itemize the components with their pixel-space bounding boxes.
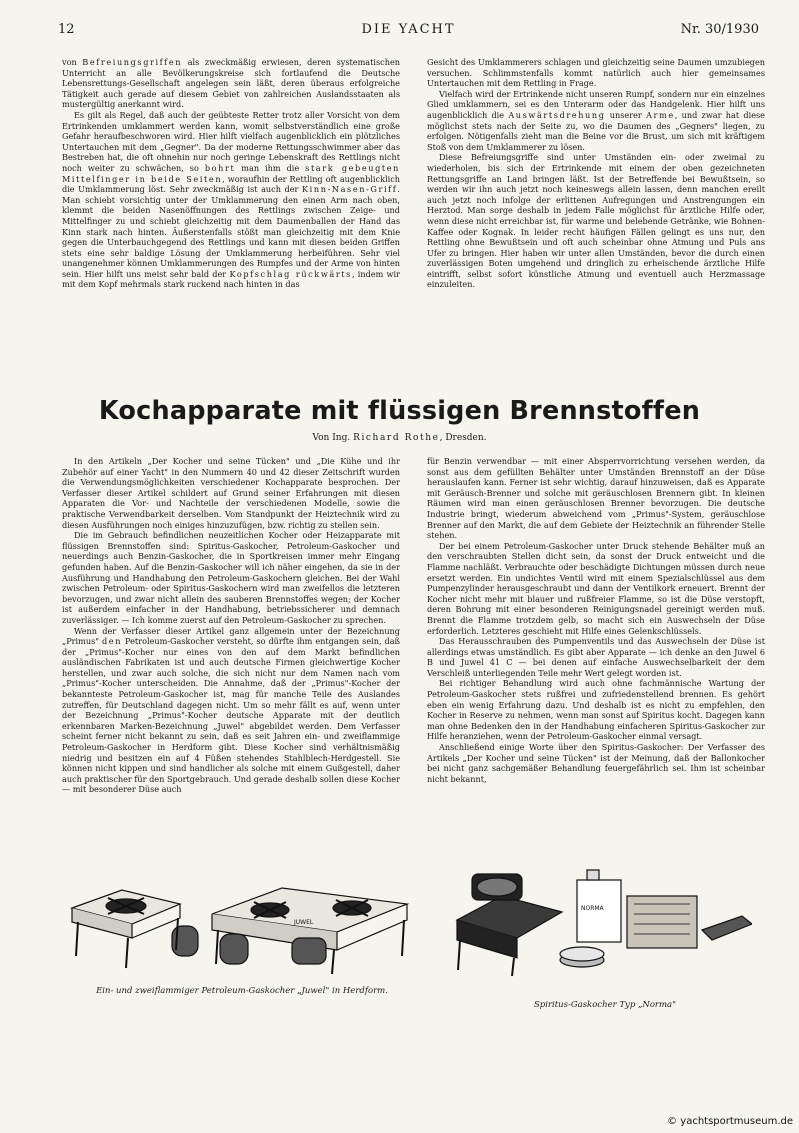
byline-author: Richard Rothe (353, 433, 440, 443)
spaced-emphasis: Befreiungsgriffen (82, 57, 183, 67)
text-run: , woraufhin der Rettling oft augenblicklich die Umklammerung löst. Sehr zweckmäßig ist auch der (62, 173, 400, 195)
spaced-emphasis: stark gebeugten Mittelfinger in beide Seiten (62, 162, 400, 184)
text-run: , und zwar hat diese möglichst stets nach der Seite zu, wo die Daumen des „Gegners" liegen, zu erfolgen. Nötigenfalls zieht man die Beine vor die Brust, um sich mit kräftigem Stoß von dem Umklammerer zu lösen. (427, 109, 765, 152)
byline-prefix: Von Ing. (312, 433, 354, 443)
text-run: als zweckmäßig erwiesen, deren systematischen Unterricht an alle Bevölkerungskreise sich fortlaufend die Deutsche Lebensrettungs-Gesellschaft angelegen sein läßt, deren überaus erfolgreiche Tätigkeit auch gerade auf diesem Gebiet von zahlreichen Auslandsstaaten als mustergültig anerkannt wird. (62, 57, 400, 110)
masthead: DIE YACHT (361, 22, 456, 37)
spaced-emphasis: Arme (646, 109, 675, 120)
text-run: Anschließend einige Worte über den Spiritus-Gaskocher: Der Verfasser des Artikels „Der Kocher und seine Tücken" ist der Meinung, daß der Ballonkocher bei nicht ganz sachgemäßer Behandlung feuergefährlich sei. Ihm ist scheinbar nicht bekannt, (427, 742, 765, 784)
spaced-emphasis: bohrt (204, 162, 236, 173)
paragraph (427, 152, 765, 290)
spaced-emphasis: Kinn-Nasen-Griff (302, 184, 398, 195)
byline-suffix: , Dresden. (439, 433, 487, 443)
text-run: unserer (605, 109, 647, 120)
spaced-emphasis: Auswärtsdrehung (508, 109, 606, 120)
paragraph (62, 110, 400, 290)
paragraph (427, 678, 765, 742)
stove-illustrations (62, 860, 752, 978)
svg-text:JUWEL: JUWEL (294, 919, 314, 926)
issue-number: Nr. 30/1930 (680, 22, 759, 37)
paragraph (427, 742, 765, 784)
text-run: man ihm die (235, 162, 306, 173)
paragraph (427, 541, 765, 636)
paragraph (427, 636, 765, 678)
caption-left: Ein- und zweiflammiger Petroleum-Gaskocher „Juwel" in Herdform. (96, 986, 388, 996)
text-run: Es gilt als Regel, daß auch der geübteste Retter trotz aller Vorsicht von dem Ertrinkenden umklammert werden kann, womit selbstverständlich eine große Gefahr heraufbeschworen wird. Hier hilft vielfach augenblicklich ein plötzliches Untertauchen mit dem „Gegner". Da der moderne Rettungsschwimmer aber das Bestreben hat, die oft ohnehin nur noch geringe Lebenskraft des Rettlings nicht noch weiter zu schwächen, so (62, 109, 400, 173)
paragraph (427, 89, 765, 153)
double-burner-stove-illustration (212, 888, 407, 974)
spirit-stove-illustration (457, 874, 562, 976)
paragraph (427, 456, 765, 541)
text-run: Die im Gebrauch befindlichen neuzeitlichen Kocher oder Heizapparate mit flüssigen Brennstoffen sind: Spiritus-Gaskocher, Petroleum-Gaskocher und neuerdings auch Benzin-Gaskocher, die in Sportkreisen immer mehr Eingang gefunden haben. Auf die Benzin-Gaskocher will ich näher eingehen, da sie in der Ausführung und Handhabung den Petroleum-Gaskochern gleichen. Bei der Wahl zwischen Petroleum- oder Spiritus-Gaskochern wird man zweifellos die letzteren bevorzugen, und zwar nicht allein des sauberen Brennstoffes wegen; der Kocher ist außerdem einfacher in der Handhabung, betriebssicherer und demnach zuverlässiger. — Ich komme zuerst auf den Petroleum-Gaskocher zu sprechen. (62, 530, 400, 625)
museum-credit: © yachtsportmuseum.de (667, 1116, 793, 1127)
text-run: Bei richtiger Behandlung wird auch ohne fachmännische Wartung der Petroleum-Gaskocher stets rußfrei und zufriedenstellend brennen. Es gehört eben ein wenig Erfahrung dazu. Und deshalb ist es nicht zu empfehlen, den Kocher in Reserve zu nehmen, wenn man sonst auf Spiritus kocht. Dagegen kann man ohne Bedenken den in der Handhabung einfacheren Spiritus-Gaskocher zur Hilfe heranziehen, wenn der Petroleum-Gaskocher einmal versagt. (427, 678, 765, 742)
text-run: Das Herausschrauben des Pumpenventils und das Auswechseln der Düse ist allerdings etwas umständlich. Es gibt aber Apparate — ich denke an den Juwel 6 B und Juwel 41 C — bei denen auf einfache Auswechselbarkeit der dem Verschleiß unterliegenden Teile mehr Wert gelegt worden ist. (427, 636, 765, 678)
article-right-column (427, 456, 765, 860)
text-run: Vielfach wird der Ertrinkende nicht unseren Rumpf, sondern nur ein einzelnes Glied umklammern, sei es den Unterarm oder das Handgelenk. Hier hilft uns augenblicklich die (427, 88, 765, 120)
article-title: Kochapparate mit flüssigen Brennstoffen (98, 396, 701, 426)
paragraph (62, 57, 400, 110)
text-run: Wenn der Verfasser dieser Artikel ganz allgemein unter der Bezeichnung „Primus" (62, 625, 400, 647)
page-number: 12 (58, 22, 75, 37)
text-run: , indem wir mit dem Kopf mehrmals stark ruckend nach hinten in das (62, 268, 400, 290)
paragraph (427, 57, 765, 89)
text-run: von (62, 57, 83, 67)
article-left-column (62, 456, 400, 860)
text-run: In den Artikeln „Der Kocher und seine Tücken" und „Die Kühe und ihr Zubehör auf einer Yacht" in den Nummern 40 und 42 dieser Zeitschrift wurden die Verwendungsmöglichkeiten verschiedener Kochapparate besprochen. Der Verfasser dieser Artikel schildert auf Grund seiner Erfahrungen mit diesen Apparaten die Vor- und Nachteile der verschiedenen Modelle, sowie die praktische Verwendbarkeit derselben. Vom Standpunkt der Heiztechnik wird zu diesen Ausführungen noch einiges hinzuzufügen, bzw. richtig zu stellen sein. (62, 456, 400, 530)
spaced-emphasis: Kopfschlag rückwärts (229, 268, 352, 279)
upper-left-column (62, 57, 400, 379)
text-run: für Benzin verwendbar — mit einer Absperrvorrichtung versehen werden, da sonst aus dem gefüllten Behälter unter Umständen Brennstoff an der Düse herauslaufen kann. Ferner ist sehr wichtig, darauf hinzuweisen, daß es Apparate mit Geräusch-Brenner und solche mit geräuschlosen Brennern gibt. In kleinen Räumen wird man einen geräuschlosen Brenner bevorzugen. Die deutsche Industrie bringt, wiederum abweichend vom „Primus"-System, geräuschlose Brenner auf den Markt, die auf dem Gebiete der Heiztechnik an führender Stelle stehen. (427, 456, 765, 541)
spaced-emphasis: den (101, 636, 123, 647)
text-run: Petroleum-Gaskocher versteht, so dürfte ihm entgangen sein, daß der „Primus"-Kocher nur eines von den auf dem Markt befindlichen ausländischen Fabrikaten ist und auch deutsche Firmen gleichwertige Kocher herstellen, und zwar auch solche, die sich nicht nur dem Namen nach vom „Primus"-Kocher unterscheiden. Die Annahme, daß der „Primus"-Kocher der bekannteste Petroleum-Gaskocher ist, mag für manche Teile des Auslandes zutreffen, für Deutschland dagegen nicht. Um so mehr fällt es auf, wenn unter der Bezeichnung „Primus"-Kocher deutsche Apparate mit der deutlich erkennbaren Marken-Bezeichnung „Juwel" abgebildet werden. Dem Verfasser scheint ferner nicht bekannt zu sein, daß es seit Jahren ein- und zweiflammige Petroleum-Gaskocher in Herdform gibt. Diese Kocher sind verhältnismäßig niedrig und besitzen ein auf 4 Füßen stehendes Stahlblech-Herdgestell. Sie können nicht kippen und sind handlicher als solche mit einem Gußgestell, daher auch praktischer für den Sportgebrauch. Und gerade deshalb sollen diese Kocher — mit besonderer Düse auch (62, 636, 400, 795)
upper-right-column (427, 57, 765, 379)
single-burner-stove-illustration (72, 890, 198, 968)
paragraph (62, 530, 400, 625)
paragraph (62, 456, 400, 530)
article-byline (0, 433, 799, 443)
svg-text:NORMA: NORMA (581, 905, 604, 912)
text-run: . Man schiebt vorsichtig unter der Umklammerung den einen Arm nach oben, klemmt die beiden Nasenöffnungen des Rettlings zwischen Zeige- und Mittelfinger zu und schiebt gleichzeitig mit dem Daumenballen der Hand das Kinn stark nach hinten. Äußerstenfalls stößt man gleichzeitig mit dem Knie gegen die Unterbauchgegend des Rettlings und kann mit diesen beiden Griffen stets eine sehr baldige Lösung der Umklammerung herbeiführen. Sehr viel unangenehmer können Umklammerungen des Rumpfes und der Arme von hinten sein. Hier hilft uns meist sehr bald der (62, 184, 400, 279)
running-header (58, 22, 759, 38)
text-run: Diese Befreiungsgriffe sind unter Umständen ein- oder zweimal zu wiederholen, bis sich der Ertrinkende mit einem der oben gezeichneten Rettungsgriffe an Land bringen läßt. Ist der Betreffende bei Bewußtsein, so werden wir ihn auch jetzt noch keineswegs allein lassen, denn manchen ereilt auch jetzt noch infolge der erlittenen Aufregungen und Anstrengungen ein Herztod. Man sorge deshalb in jedem Falle möglichst für ärztliche Hilfe oder, wenn diese nicht erreichbar ist, für warme und belebende Getränke, wie Bohnen-Kaffee oder Kognak. In leider recht häufigen Fällen gelingt es uns nur, den Rettling ohne Bewußtsein und oft auch scheinbar ohne Atmung und Puls ans Ufer zu bringen. Hier haben wir unter allen Umständen, bevor die durch einen zuverlässigen Boten umgehend und dringlich zu erheischende ärztliche Hilfe eintrifft, selbst sofort künstliche Atmung und eventuell auch Herzmassage einzuleiten. (427, 152, 765, 290)
text-run: Der bei einem Petroleum-Gaskocher unter Druck stehende Behälter muß an den verschraubten Stellen dicht sein, da sonst der Druck entweicht und die Flamme nachläßt. Verbrauchte oder beschädigte Dichtungen müssen durch neue ersetzt werden. Ein undichtes Ventil wird mit einem Spezialschlüssel aus dem Pumpenzylinder herausgeschraubt und dann der Ventilkork erneuert. Brennt der Kocher nicht mehr mit blauer und rußfreier Flamme, so ist die Düse verstopft, deren Bohrung mit einer besonderen Reinigungsnadel gereinigt werden muß. Brennt die Flamme trotzdem gelb, so macht sich ein Auswechseln der Düse erforderlich. Letzteres geschieht mit Hilfe eines Gelenkschlüssels. (427, 540, 765, 636)
text-run: Gesicht des Umklammerers schlagen und gleichzeitig seine Daumen umzubiegen versuchen. Schlimmstenfalls kommt natürlich auch hier gemeinsames Untertauchen mit dem Rettling in Frage. (427, 57, 765, 89)
caption-right: Spiritus-Gaskocher Typ „Norma" (533, 1000, 677, 1010)
fuel-can-illustration (560, 870, 752, 967)
paragraph (62, 626, 400, 796)
